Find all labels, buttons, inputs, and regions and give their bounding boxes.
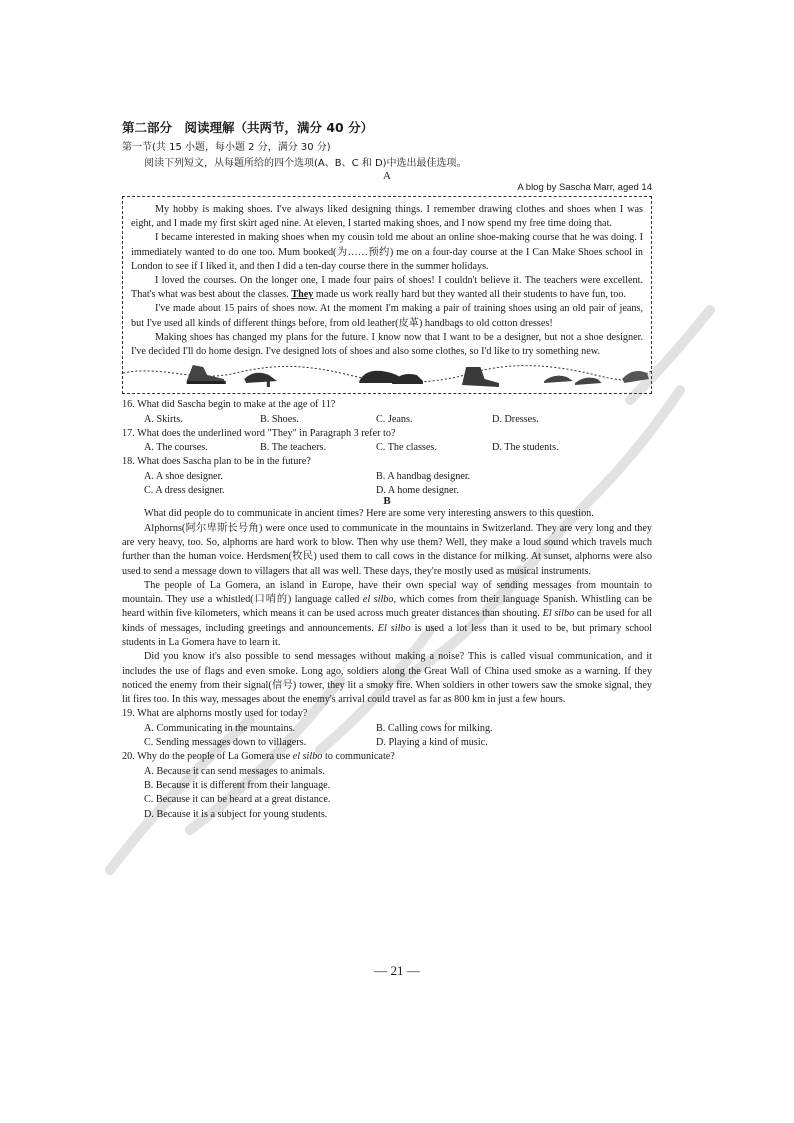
- question-18-options-row-1: [122, 470, 652, 484]
- q18-option-a[interactable]: A. A shoe designer.: [144, 470, 223, 482]
- sandal-icon: [544, 376, 602, 385]
- blog-paragraph-2: I became interested in making shoes when my cousin told me about an online shoe-making course that he was doing. I immediately wanted to do one too. Mum booked(为……预约) me on a four-day course at the I Can Make Shoes school in London to see if I liked it, and then I did a ten-day course there in the summer holidays.: [131, 232, 643, 272]
- term-el-silbo-2: El silbo: [542, 608, 575, 620]
- q16-option-a[interactable]: A. Skirts.: [144, 413, 183, 425]
- p3-part-a: The people of La Gomera, an island in Europe, have their own special way of sending messages from mountain to mountain. They use a whistled(口哨的) language called: [122, 579, 652, 606]
- blog-p3-before: I loved the courses. On the longer one, I made four pairs of shoes! I couldn't believe it. The teachers were excellent. That's what was best about the classes.: [131, 275, 643, 301]
- boot-icon: [462, 367, 499, 387]
- blog-paragraph-1: My hobby is making shoes. I've always liked designing things. I remember drawing clothes and shoes when I was eight, and I made my first skirt aged nine. At eleven, I started making shoes, and I now spend my free time doing that.: [131, 204, 643, 230]
- p3-part-d: is used a lot less than it used to be, but primary school students in La Gomera have to learn it.: [122, 622, 652, 648]
- passage-a-label: A: [383, 170, 391, 182]
- blog-paragraph-5: Making shoes has changed my plans for the future. I know now that I want to be a designer, but not a shoe designer. I've decided I'll do home design. I've designed lots of shoes and also some clothes, so I'd like to try something new.: [131, 331, 643, 358]
- term-el-silbo-3: El silbo: [377, 622, 411, 634]
- question-17: 17. What does the underlined word "They" in Paragraph 3 refer to?: [122, 427, 396, 439]
- question-16: 16. What did Sascha begin to make at the age of 11?: [122, 399, 336, 411]
- q16-option-d[interactable]: D. Dresses.: [492, 413, 539, 425]
- q19-option-a[interactable]: A. Communicating in the mountains.: [144, 722, 296, 734]
- question-20: [122, 750, 652, 764]
- part-title: 第二部分 阅读理解（共两节，满分 40 分）: [122, 120, 374, 135]
- question-18: 18. What does Sascha plan to be in the future?: [122, 456, 311, 468]
- q16-option-b[interactable]: B. Shoes.: [260, 413, 299, 425]
- sneaker-icon: [187, 365, 226, 384]
- heel-shoe-icon: [244, 373, 277, 387]
- p3-part-b: , which comes from their language Spanish. Whistling can be heard within five kilometers, which means it can be used across much greater distances than shouting.: [122, 594, 653, 620]
- q20-option-a[interactable]: A. Because it can send messages to animals.: [144, 765, 325, 777]
- q20-option-b[interactable]: B. Because it is different from their language.: [144, 779, 331, 791]
- p3-part-c: can be used for all kinds of messages, including greetings and announcements.: [122, 608, 652, 634]
- q18-option-b[interactable]: B. A handbag designer.: [376, 470, 471, 482]
- q19-option-c[interactable]: C. Sending messages down to villagers.: [144, 737, 307, 749]
- oxford-shoe-icon: [359, 371, 423, 384]
- page-number: — 21 —: [374, 963, 420, 978]
- q17-option-d[interactable]: D. The students.: [492, 442, 559, 454]
- passage-b-paragraph-3: [122, 579, 652, 650]
- questions-a: [122, 398, 652, 498]
- strappy-heel-icon: [622, 371, 649, 383]
- instructions: 阅读下列短文，从每题所给的四个选项(A、B、C 和 D)中选出最佳选项。: [144, 158, 467, 169]
- passage-b-label: B: [383, 495, 391, 508]
- section-title: 第一节(共 15 小题，每小题 2 分，满分 30 分): [122, 142, 331, 153]
- q17-option-c[interactable]: C. The classes.: [376, 442, 437, 454]
- question-19: 19. What are alphorns mostly used for today?: [122, 708, 308, 720]
- q20-stem-term: el silbo: [292, 751, 323, 763]
- q20-stem-a: 20. Why do the people of La Gomera use: [122, 751, 291, 763]
- blog-paragraph-4: I've made about 15 pairs of shoes now. At the moment I'm making a pair of training shoes using an old pair of jeans, but I've used all kinds of different things before, from old leather(皮革) handbags to old cotton dresses!: [131, 303, 643, 329]
- underlined-word-they: They: [291, 289, 314, 301]
- q19-option-d[interactable]: D. Playing a kind of music.: [376, 737, 488, 749]
- blog-box: [122, 196, 652, 394]
- q19-option-b[interactable]: B. Calling cows for milking.: [376, 722, 493, 734]
- q20-option-c[interactable]: C. Because it can be heard at a great distance.: [144, 794, 331, 806]
- questions-b: [122, 707, 652, 821]
- blog-paragraph-3: [131, 274, 643, 302]
- q18-option-c[interactable]: C. A dress designer.: [144, 485, 225, 497]
- term-el-silbo: el silbo: [362, 594, 394, 606]
- exam-content: [122, 118, 652, 822]
- q17-option-b[interactable]: B. The teachers.: [260, 442, 327, 454]
- shoes-illustration: [123, 359, 651, 391]
- passage-b-paragraph-1: What did people do to communicate in ancient times? Here are some very interesting answers to this question.: [144, 508, 594, 520]
- q20-stem-b: to communicate?: [324, 751, 395, 763]
- blog-byline: A blog by Sascha Marr, aged 14: [517, 182, 652, 193]
- question-17-options: [122, 441, 652, 455]
- q16-option-c[interactable]: C. Jeans.: [376, 413, 413, 425]
- question-19-options-row-2: [122, 736, 652, 750]
- passage-b-paragraph-4: Did you know it's also possible to send messages without making a noise? This is called visual communication, and it includes the use of flags and even smoke. Long ago, soldiers along the Great Wall of China used smoke as a warning. If they noticed the enemy from their signal(信号) tower, they lit a smoky fire. When soldiers in other towers saw the smoke signal, they lit fires too. In this way, messages about the enemy's arrival could travel as far as 800 km in just a few hours.: [122, 651, 652, 706]
- passage-b-paragraph-2: Alphorns(阿尔卑斯长号角) were once used to communicate in the mountains in Switzerland. They are very long and they are very heavy, too. So, alphorns are hard work to blow. Then why use them? Well, they make a loud sound which travels much further than the human voice. Herdsmen(牧民) used them to call cows in the distance for milking. At sunset, alphorns were also used to send a message down to villagers that all was well. These days, they're mostly used as musical instruments.: [122, 522, 652, 577]
- q20-option-d[interactable]: D. Because it is a subject for young students.: [144, 808, 328, 820]
- blog-p3-after: made us work really hard but they wanted all their students to have fun, too.: [315, 289, 626, 301]
- passage-b: [122, 507, 652, 707]
- question-19-options-row-1: [122, 722, 652, 736]
- q18-option-d[interactable]: D. A home designer.: [376, 485, 459, 497]
- question-16-options: [122, 413, 652, 427]
- q17-option-a[interactable]: A. The courses.: [144, 442, 208, 454]
